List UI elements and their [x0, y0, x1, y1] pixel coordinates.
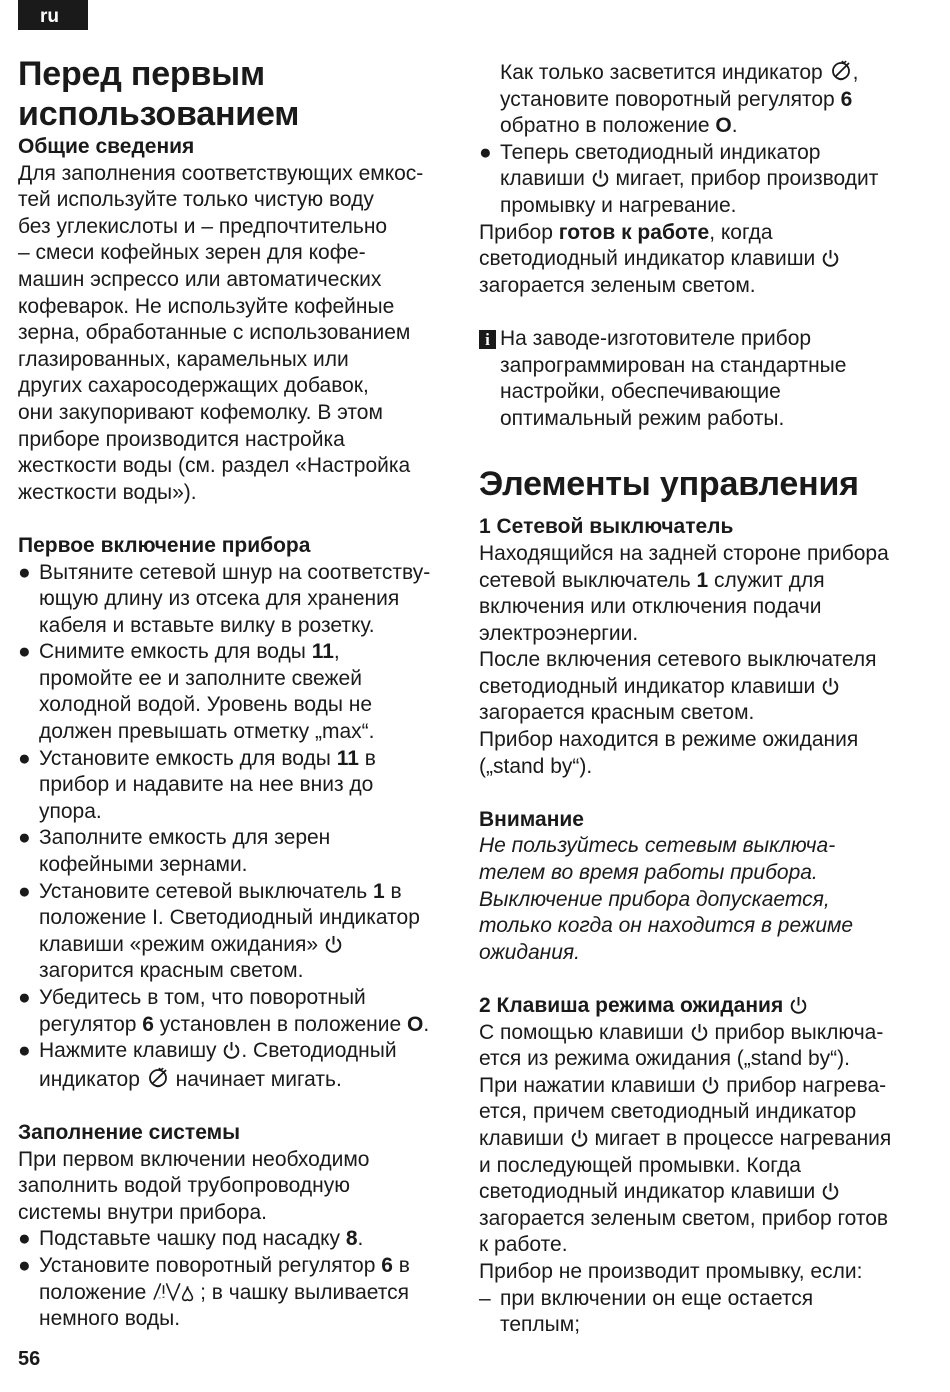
mains-switch-text: Находящийся на задней стороне прибора сетевой выключатель 1 служит для включения или отключения подачи электроэнергии. После включения сетевого выключателя светодиодный индикатор клавиши загорается красным светом. Прибор находится в режиме ожидания („stand by“).: [479, 541, 889, 778]
section-title-before-first-use: Перед первым использованием: [18, 55, 300, 133]
power-icon: [222, 1041, 241, 1060]
info-note: i На заводе-изготовителе прибор запрограммирован на стандартные настройки, обеспечивающие оптимальный режим работы.: [479, 326, 919, 432]
right-column: [479, 58, 919, 1339]
heading-standby-button: 2 Клавиша режима ожидания: [479, 993, 919, 1020]
power-icon: [821, 1182, 840, 1201]
list-item: ● Установите емкость для воды 11 в прибор и надавите на нее вниз до упора.: [18, 746, 376, 823]
info-icon: i: [479, 330, 496, 349]
heading-fill-system: Заполнение системы: [18, 1120, 241, 1144]
power-icon: [570, 1129, 589, 1148]
power-icon: [701, 1076, 720, 1095]
list-item: ● Вытяните сетевой шнур на соответству- ющую длину из отсека для хранения кабеля и вставьте вилку в розетку.: [18, 560, 431, 637]
standby-text: С помощью клавиши прибор выключа- ется из режима ожидания („stand by“). При нажатии клавиши прибор нагрева- ется, причем светодиодный индикатор клавиши мигает в процессе нагревания и последующей промывки. Когда светодиодный индикатор клавиши загорается зеленым светом, прибор готов к работе. Прибор не производит промывку, если:: [479, 1020, 892, 1283]
ready-text: Прибор готов к работе, когда светодиодный индикатор клавиши загорается зеленым светом.: [479, 220, 919, 300]
general-text: Для заполнения соответствующих емкос- тей используйте только чистую воду без углекислоты и – предпочтительно – смеси кофейных зерен для кофе- машин эспрессо или автоматических кофеварок. Не используйте кофейные зерна, обработанные с использованием глазированных, карамельных или других сахаросодержащих добавок, они закупоривают кофемолку. В этом приборе производится настройка жесткости воды (см. раздел «Настройка жесткости воды»).: [18, 161, 424, 504]
attention-text: Не пользуйтесь сетевым выключа- телем во время работы прибора. Выключение прибора допускается, только когда он находится в режиме ожидания.: [479, 834, 854, 964]
power-icon: [821, 249, 840, 268]
power-icon: [591, 169, 610, 188]
list-item: ● Снимите емкость для воды 11, промойте ее и заполните свежей холодной водой. Уровень воды не должен превышать отметку „max“.: [18, 640, 375, 744]
page-number: 56: [18, 1348, 41, 1370]
steam-hotwater-icon: [152, 1280, 200, 1302]
list-item: ● Убедитесь в том, что поворотный регулятор 6 установлен в положение O.: [18, 986, 430, 1036]
list-item: ● Заполните емкость для зерен кофейными зернами.: [18, 826, 331, 877]
language-tag: ru: [18, 0, 88, 30]
heading-first-switch-on: Первое включение прибора: [18, 533, 311, 557]
list-item: ● Подставьте чашку под насадку 8.: [18, 1227, 364, 1251]
heading-attention: Внимание: [479, 807, 584, 831]
descale-icon: [146, 1065, 170, 1089]
fill-text: При первом включении необходимо заполнить водой трубопроводную системы внутри прибора.: [18, 1147, 370, 1224]
power-icon: [821, 677, 840, 696]
list-item: ● Теперь светодиодный индикатор клавиши мигает, прибор производит промывку и нагревание.: [479, 140, 879, 217]
continued-text: Как только засветится индикатор , установите поворотный регулятор 6 обратно в положение O.: [479, 58, 919, 140]
descale-icon: [829, 58, 853, 82]
power-icon: [690, 1023, 709, 1042]
left-column: [18, 54, 458, 1333]
list-item: – при включении он еще остается теплым;: [479, 1286, 814, 1337]
section-title-controls: Элементы управления: [479, 465, 859, 504]
list-item: ● Установите поворотный регулятор 6 в положение ; в чашку выливается немного воды.: [18, 1253, 410, 1331]
heading-mains-switch: 1 Сетевой выключатель: [479, 515, 734, 539]
heading-general: Общие сведения: [18, 135, 195, 158]
power-icon: [789, 996, 808, 1015]
list-item: ● Установите сетевой выключатель 1 в положение I. Светодиодный индикатор клавиши «режим ожидания» загорится красным светом.: [18, 879, 420, 983]
power-icon: [324, 935, 343, 954]
list-item: ● Нажмите клавишу . Светодиодный индикатор начинает мигать.: [18, 1039, 397, 1091]
